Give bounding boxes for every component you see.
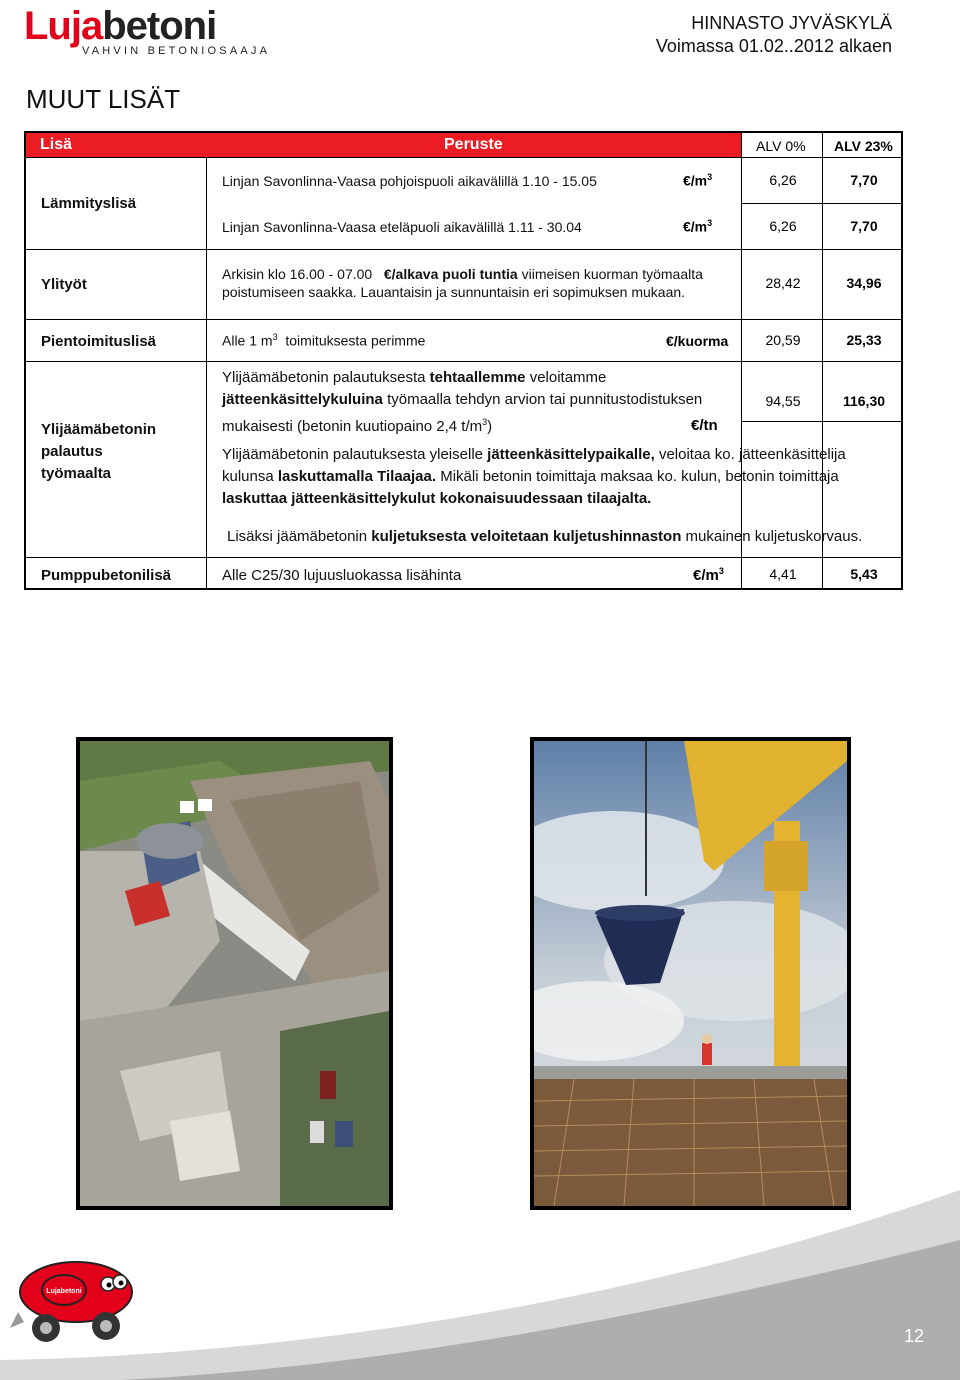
heating-row-1-alv23: 7,70 bbox=[850, 172, 878, 188]
mascot-text: Lujabetoni bbox=[46, 1288, 82, 1295]
heating-row-2-alv0: 6,26 bbox=[769, 218, 797, 234]
small-delivery-alv23: 25,33 bbox=[846, 332, 882, 348]
grid-line bbox=[741, 421, 903, 422]
overtime-label: Ylityöt bbox=[41, 276, 87, 293]
heating-label: Lämmityslisä bbox=[41, 195, 137, 212]
logo-tagline: VAHVIN BETONIOSAAJA bbox=[82, 45, 271, 57]
pump-text: Alle C25/30 lujuusluokassa lisähinta bbox=[222, 567, 462, 584]
header-peruste: Peruste bbox=[444, 136, 503, 153]
header-info bbox=[656, 12, 892, 58]
grid-line bbox=[26, 319, 903, 320]
page-number: 12 bbox=[903, 1326, 924, 1346]
surplus-paragraph-2: Ylijäämäbetonin palautuksesta yleiselle jätteenkäsittelypaikalle, veloitaa ko. jätteenkäsittelija kulunsa laskuttamalla Tilaajaa. Mikäli betonin toimittaja maksaa ko. kulun, betonin toimittaja laskuttaa jätteenkäsittelykulut kokonaisuudessaan tilaajalta. bbox=[222, 446, 846, 507]
grid-line bbox=[26, 249, 903, 250]
heating-row-1-alv0: 6,26 bbox=[769, 172, 797, 188]
surplus-paragraph-1: Ylijäämäbetonin palautuksesta tehtaallemme veloitamme jätteenkäsittelykuluina työmaalla tehdyn arvion tai punnitustodistuksen mukaisesti (betonin kuutiopaino 2,4 $t/m^3$) bbox=[222, 369, 703, 435]
construction-site-aerial-photo bbox=[76, 737, 393, 1210]
header-alv0: ALV 0% bbox=[756, 138, 806, 154]
aerial-photo-illustration bbox=[80, 741, 389, 1206]
logo-text-dark: betoni bbox=[102, 4, 217, 48]
section-title: MUUT LISÄT bbox=[26, 84, 181, 114]
heating-row-1-unit: $€/m^3$ bbox=[683, 172, 713, 189]
pump-unit: $€/m^3$ bbox=[693, 566, 724, 584]
logo-text-red: Luja bbox=[24, 4, 103, 48]
overtime-alv0: 28,42 bbox=[765, 275, 801, 291]
small-delivery-label: Pientoimituslisä bbox=[41, 333, 157, 350]
surplus-paragraph-3: Lisäksi jäämäbetonin kuljetuksesta veloitetaan kuljetushinnaston mukainen kuljetuskorvaus. bbox=[227, 528, 863, 545]
header-alv23: ALV 23% bbox=[834, 138, 893, 154]
header-city: HINNASTO JYVÄSKYLÄ bbox=[691, 13, 892, 33]
pump-label: Pumppubetonilisä bbox=[41, 567, 172, 584]
heating-row-2-unit: $€/m^3$ bbox=[683, 218, 713, 235]
surplus-alv23: 116,30 bbox=[842, 393, 886, 409]
header-lisa: Lisä bbox=[40, 136, 73, 153]
heating-row-2-alv23: 7,70 bbox=[850, 218, 878, 234]
heating-row-2-text: Linjan Savonlinna-Vaasa eteläpuoli aikavälillä 1.11 - 30.04 bbox=[222, 219, 582, 235]
header-valid: Voimassa 01.02..2012 alkaen bbox=[655, 36, 892, 56]
table-header-bar bbox=[26, 133, 741, 157]
grid-line bbox=[26, 557, 903, 558]
overtime-line-1: Arkisin klo 16.00 - 07.00 €/alkava puoli tuntia viimeisen kuorman työmaalta bbox=[222, 266, 703, 282]
footer-swoosh bbox=[0, 1180, 960, 1380]
crane-photo-illustration bbox=[534, 741, 847, 1206]
small-delivery-text: Alle 1 $m^3$ toimituksesta perimme bbox=[222, 332, 426, 349]
surplus-alv0: 94,55 bbox=[765, 393, 801, 409]
grid-line bbox=[26, 157, 903, 158]
overtime-alv23: 34,96 bbox=[846, 275, 882, 291]
pump-alv0: 4,41 bbox=[769, 566, 797, 582]
grid-line bbox=[741, 203, 903, 204]
overtime-line-2: poistumiseen saakka. Lauantaisin ja sunnuntaisin eri sopimuksen mukaan. bbox=[222, 284, 686, 300]
heating-row-1-text: Linjan Savonlinna-Vaasa pohjoispuoli aikavälillä 1.10 - 15.05 bbox=[222, 173, 597, 189]
lujabetoni-logo bbox=[24, 4, 271, 57]
mixer-truck-mascot bbox=[8, 1252, 143, 1352]
grid-line bbox=[26, 361, 903, 362]
small-delivery-unit: €/kuorma bbox=[666, 333, 729, 349]
small-delivery-alv0: 20,59 bbox=[765, 332, 801, 348]
price-table bbox=[24, 131, 903, 590]
crane-bucket-photo bbox=[530, 737, 851, 1210]
surplus-label: Ylijäämäbetonin palautus työmaalta bbox=[41, 421, 157, 482]
grid-line bbox=[206, 157, 207, 590]
surplus-unit: €/tn bbox=[691, 417, 718, 434]
pump-alv23: 5,43 bbox=[850, 566, 878, 582]
